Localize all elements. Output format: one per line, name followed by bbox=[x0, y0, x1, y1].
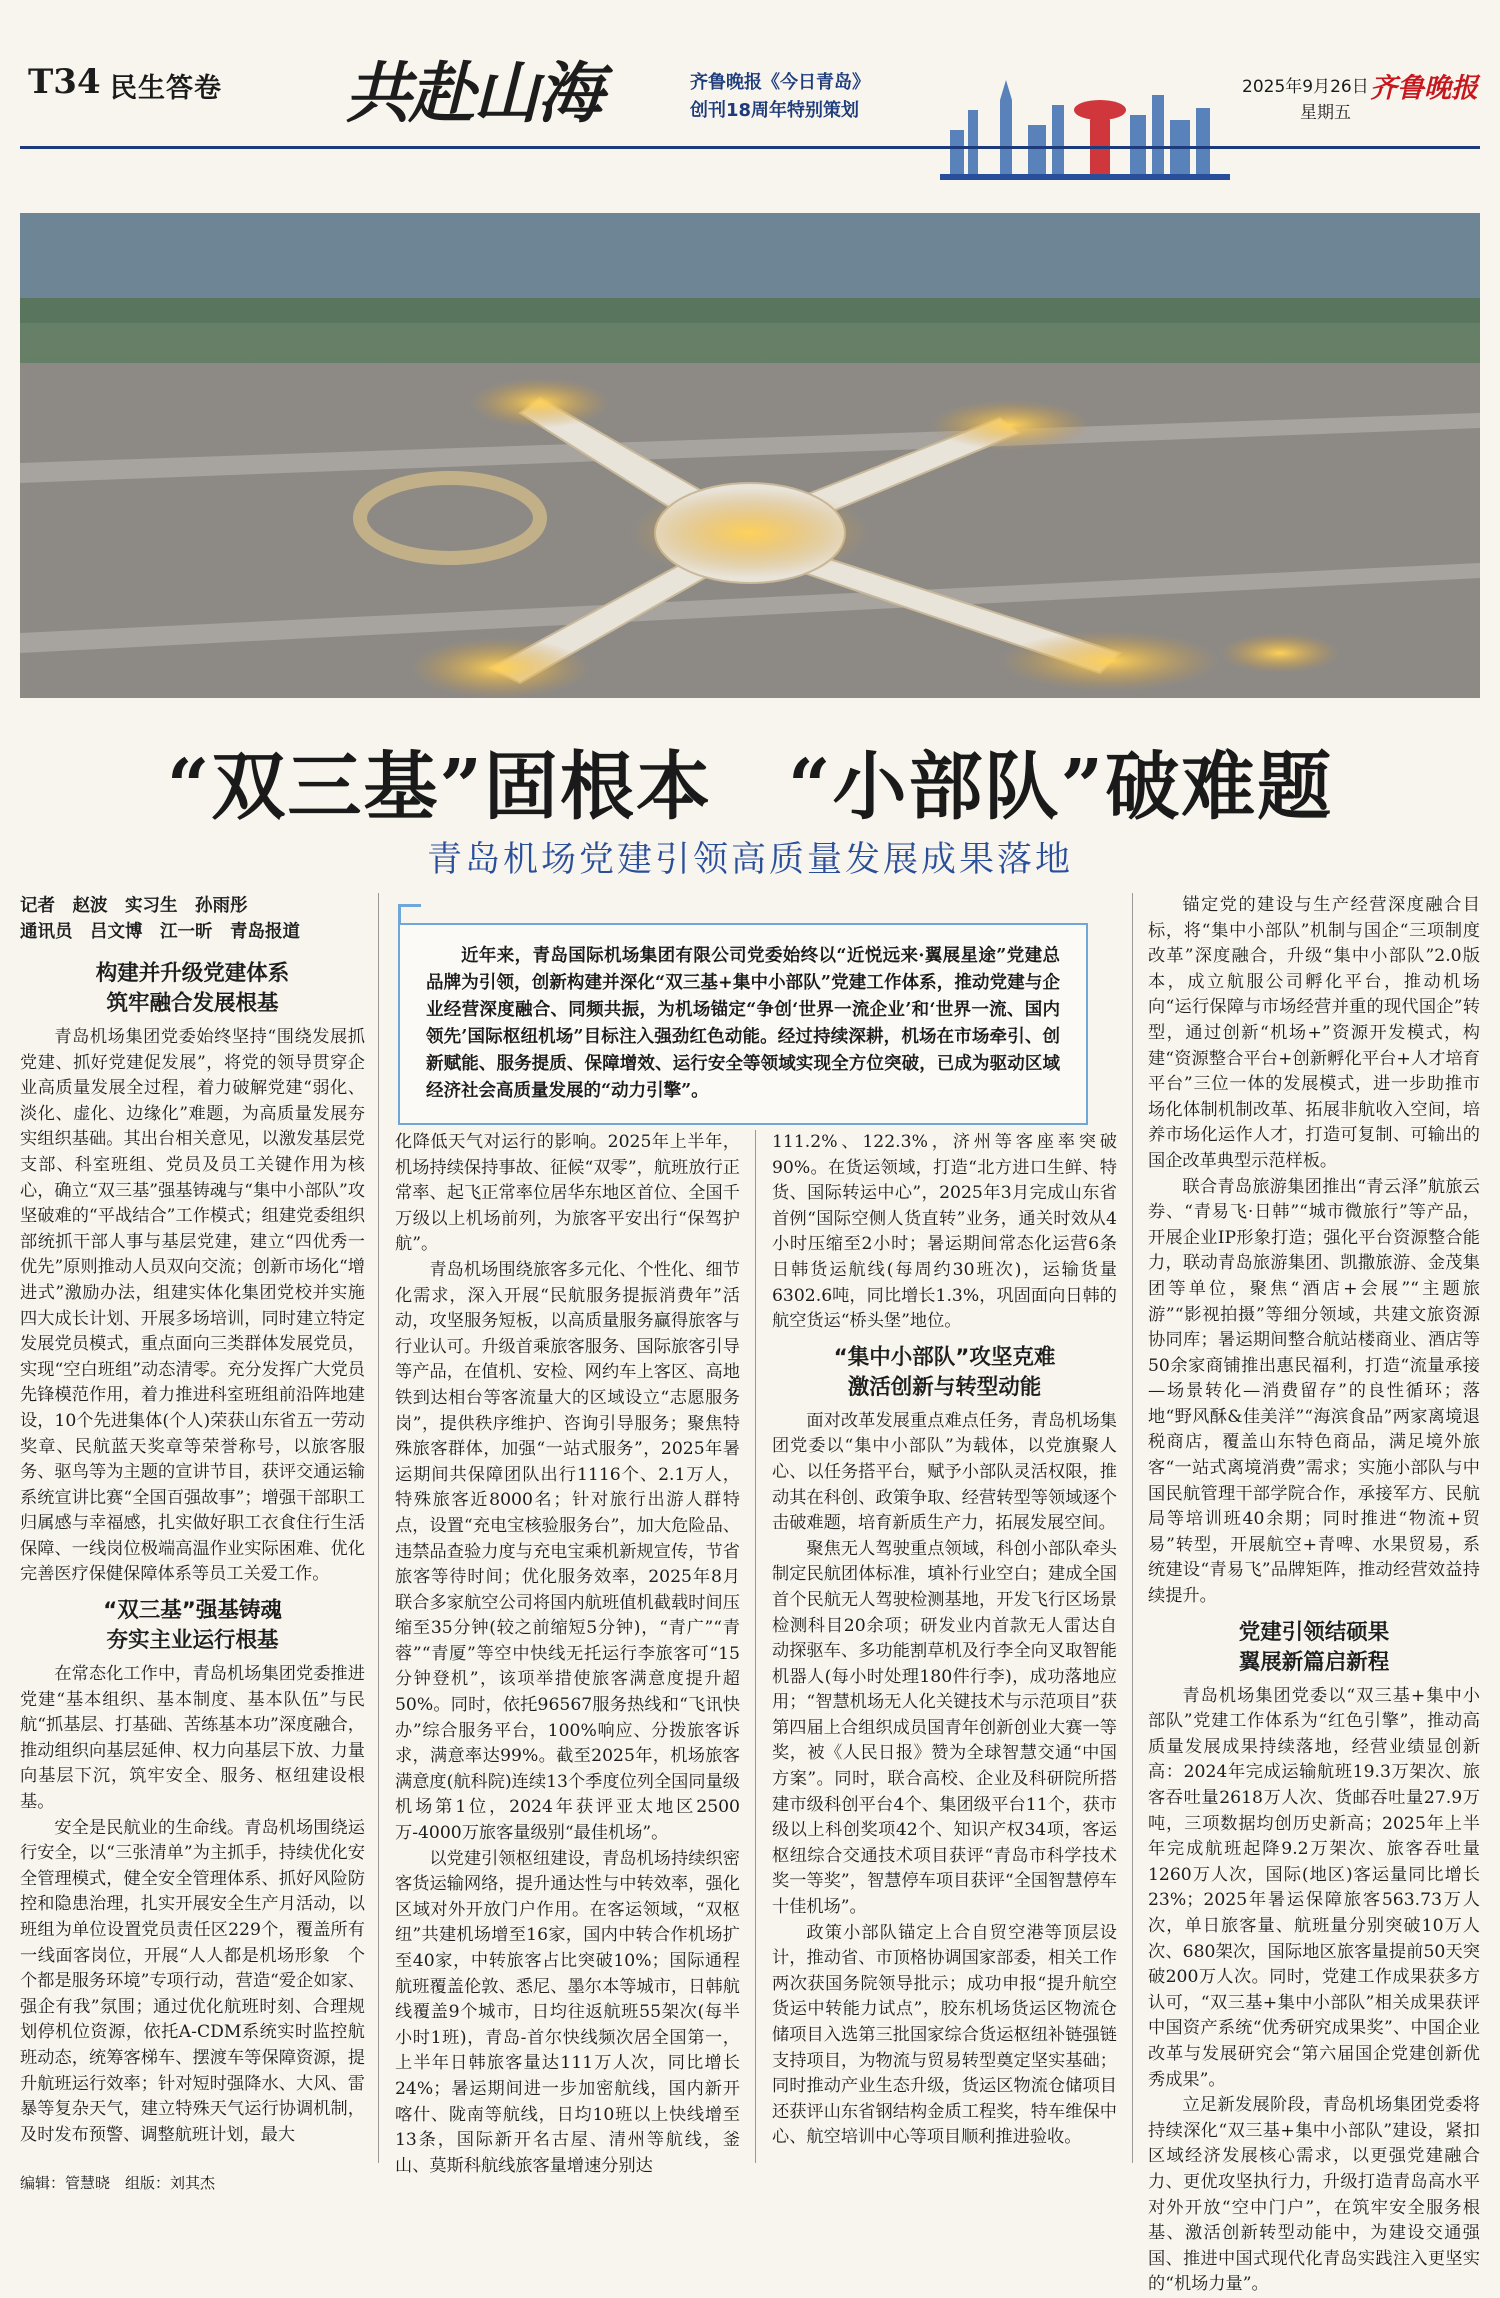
paragraph: 锚定党的建设与生产经营深度融合目标，将“集中小部队”机制与国企“三项制度改革”深度融合，升级“集中小部队”2.0版本，成立航服公司孵化平台，推动机场向“运行保障与市场经营并重的现代国企”转型，通过创新“机场+”资源开发模式，构建“资源整合平台+创新孵化平台+人才培育平台”三位一体的发展模式，进一步助推市场化体制机制改革、拓展非航收入空间，培养市场化运作人才，打造可复制、可输出的国企改革典型示范样板。 bbox=[1148, 895, 1480, 1171]
special-line-2: 创刊18周年特别策划 bbox=[690, 100, 860, 121]
paragraph: 青岛机场集团党委始终坚持“围绕发展抓党建、抓好党建促发展”，将党的领导贯穿企业高质量发展全过程，着力破解党建“弱化、淡化、虚化、边缘化”难题，为高质量发展夯实组织基础。其出台相关意见，以激发基层党支部、科室班组、党员及员工关键作用为核心，确立“双三基”强基铸魂与“集中小部队”攻坚破难的“平战结合”工作模式；组建党委组织部统抓干部人事与基层党建，建立“四优秀一优先”原则推动人员双向交流；创新市场化“增进式”激励办法，组建实体化集团党校并实施四大成长计划、开展多场培训，同时建立特定发展党员模式，重点面向三类群体发展党员，实现“空白班组”动态清零。充分发挥广大党员先锋模范作用，着力推进科室班组前沿阵地建设，10个先进集体(个人)荣获山东省五一劳动奖章、民航蓝天奖章等荣誉称号，以旅客服务、驱鸟等为主题的宣讲节目，获评交通运输系统宣讲比赛“全国百强故事”；增强干部职工归属感与幸福感，扎实做好职工衣食住行生活保障、一线岗位极端高温作业实际困难、优化完善医疗保健保障体系等员工关爱工作。 bbox=[20, 1027, 365, 1585]
paragraph: 安全是民航业的生命线。青岛机场围绕运行安全，以“三张清单”为主抓手，持续优化安全管理模式，健全安全管理体系、抓好风险防控和隐患治理，扎实开展安全生产月活动，以班组为单位设置党员责任区229个，覆盖所有一线面客岗位，开展“人人都是机场形象 个个都是服务环境”专项行动，营造“爱企如家、强企有我”氛围；通过优化航班时刻、合理规划停机位资源，依托A-CDM系统实时监控航班动态，统筹客梯车、摆渡车等保障资源，提升航班运行效率；针对短时强降水、大风、雷暴等复杂天气，建立特殊天气运行协调机制，及时发布预警、调整航班计划，最大 bbox=[20, 1817, 365, 2145]
column-divider bbox=[755, 1130, 756, 2163]
special-line-1: 齐鲁晚报《今日青岛》 bbox=[690, 72, 870, 93]
paragraph: 政策小部队锚定上合自贸空港等顶层设计，推动省、市顶格协调国家部委，相关工作两次获国务院领导批示；成功申报“提升航空货运中转能力试点”，胶东机场货运区物流仓储项目入选第三批国家综合货运枢纽补链强链支持项目，为物流与贸易转型奠定坚实基础；同时推动产业生态升级，货运区物流仓储项目还获评山东省钢结构金质工程奖，特车维保中心、航空培训中心等项目顺利推进验收。 bbox=[772, 1922, 1117, 2148]
column-3 bbox=[772, 1130, 1117, 2151]
paragraph: 以党建引领枢纽建设，青岛机场持续织密客货运输网络，提升通达性与中转效率，强化区域对外开放门户作用。在客运领域，“双枢纽”共建机场增至16家，国内中转合作机场扩至40家，中转旅客占比突破10%；国际通程航班覆盖伦敦、悉尼、墨尔本等城市，日韩航线覆盖9个城市，日均往返航班55架次(每半小时1班)，青岛-首尔快线频次居全国第一，上半年日韩旅客量达111万人次，同比增长24%；暑运期间进一步加密航线，国内新开喀什、陇南等航线，日均10班以上快线增至13条，国际新开名古屋、清州等航线，釜山、莫斯科航线旅客量增速分别达 bbox=[395, 1848, 740, 2176]
issue-weekday: 星期五 bbox=[1300, 103, 1351, 123]
paragraph: 立足新发展阶段，青岛机场集团党委将持续深化“双三基+集中小部队”建设，紧扣区域经济发展核心需求，以更强党建融合力、更优攻坚执行力，升级打造青岛高水平对外开放“空中门户”，在筑牢安全服务根基、激活创新转型动能中，为建设交通强国、推进中国式现代化青岛实践注入更坚实的“机场力量”。 bbox=[1148, 2095, 1480, 2295]
column-2 bbox=[395, 1130, 740, 2179]
brand-title: 共赴山海 bbox=[345, 54, 601, 132]
main-headline: “双三基”固根本 “小部队”破难题 bbox=[166, 744, 1334, 830]
skyline-illustration bbox=[940, 70, 1230, 180]
section-name: 民生答卷 bbox=[110, 73, 222, 104]
paragraph: 青岛机场集团党委以“双三基+集中小部队”党建工作体系为“红色引擎”，推动高质量发展成果持续落地，经营业绩显创新高：2024年完成运输航班19.3万架次、旅客吞吐量2618万人次、货邮吞吐量27.9万吨，三项数据均创历史新高；2025年上半年完成航班起降9.2万架次、旅客吞吐量1260万人次，国际(地区)客运量同比增长23%；2025年暑运保障旅客563.73万人次，单日旅客量、航班量分别突破10万人次、680架次，国际地区旅客量提前50天突破200万人次。同时，党建工作成果获多方认可，“双三基+集中小部队”相关成果获评中国资产系统“优秀研究成果奖”、中国企业改革与发展研究会“第六届国企党建创新优秀成果”。 bbox=[1148, 1685, 1480, 2090]
paragraph: 面对改革发展重点难点任务，青岛机场集团党委以“集中小部队”为载体，以党旗聚人心、以任务搭平台，赋予小部队灵活权限，推动其在科创、政策争取、经营转型等领域逐个击破难题，培育新质生产力，拓展发展空间。 bbox=[772, 1410, 1117, 1534]
sub-headline: 青岛机场党建引领高质量发展成果落地 bbox=[426, 840, 1073, 880]
airport-aerial-photo bbox=[20, 213, 1480, 698]
paragraph: 在常态化工作中，青岛机场集团党委推进党建“基本组织、基本制度、基本队伍”与民航“抓基层、打基础、苦练基本功”深度融合，推动组织向基层延伸、权力向基层下放、力量向基层下沉，筑牢安全、服务、枢纽建设根基。 bbox=[20, 1664, 365, 1813]
section-title-1: 构建并升级党建体系 筑牢融合发展根基 bbox=[95, 961, 290, 1016]
issue-date: 2025年9月26日 bbox=[1242, 77, 1369, 97]
byline-reporters: 记者 赵波 实习生 孙雨彤 bbox=[20, 896, 248, 916]
page-number: T34 bbox=[28, 62, 101, 102]
section-title-4: 党建引领结硕果 翼展新篇启新程 bbox=[1238, 1619, 1390, 1675]
column-divider bbox=[378, 893, 379, 2163]
newspaper-logo: 齐鲁晚报 bbox=[1370, 73, 1478, 104]
column-1 bbox=[20, 893, 365, 2148]
paragraph: 聚焦无人驾驶重点领域，科创小部队牵头制定民航团体标准，填补行业空白；建成全国首个民航无人驾驶检测基地，开发飞行区场景检测科目20余项；研发业内首款无人雷达自动探驱车、多功能割草机及行李全向叉取智能机器人(每小时处理180件行李)，成功落地应用；“智慧机场无人化关键技术与示范项目”获第四届上合组织成员国青年创新创业大赛一等奖，被《人民日报》赞为全球智慧交通“中国方案”。同时，联合高校、企业及科研院所搭建市级科创平台4个、集团级平台11个，获市级以上科创奖项42个、知识产权34项，客运枢纽综合交通技术项目获评“青岛市科学技术奖一等奖”，智慧停车项目获评“全国智慧停车十佳机场”。 bbox=[772, 1538, 1117, 1918]
paragraph: 青岛机场围绕旅客多元化、个性化、细节化需求，深入开展“民航服务提振消费年”活动，攻坚服务短板，以高质量服务赢得旅客与行业认可。升级首乘旅客服务、国际旅客引导等产品，在值机、安检、网约车上客区、高地铁到达相台等客流量大的区域设立“志愿服务岗”，提供秩序维护、咨询引导服务；聚焦特殊旅客群体，加强“一站式服务”，2025年暑运期间共保障团队出行1116个、2.1万人，特殊旅客近8000名；针对旅行出游人群特点，设置“充电宝核验服务台”，加大危险品、违禁品查验力度与充电宝乘机新规宣传，节省旅客等待时间；优化服务效率，2025年8月联合多家航空公司将国内航班值机截载时间压缩至35分钟(较之前缩短5分钟)，“青广”“青蓉”“青厦”等空中快线无托运行李旅客可“15分钟登机”，该项举措使旅客满意度提升超50%。同时，依托96567服务热线和“飞讯快办”综合服务平台，100%响应、分拨旅客诉求，满意率达99%。截至2025年，机场旅客满意度(航科院)连续13个季度位列全国同量级机场第1位，2024年获评亚太地区2500万-4000万旅客量级别“最佳机场”。 bbox=[395, 1259, 740, 1844]
section-title-3: “集中小部队”攻坚克难 激活创新与转型动能 bbox=[833, 1344, 1056, 1400]
paragraph: 化降低天气对运行的影响。2025年上半年，机场持续保持事故、征候“双零”，航班放行正常率、起飞正常率位居华东地区首位、全国千万级以上机场前列，为旅客平安出行“保驾护航”。 bbox=[395, 1132, 740, 1255]
paragraph: 联合青岛旅游集团推出“青云泽”航旅云券、“青易飞·日韩”“城市微旅行”等产品，开展企业IP形象打造；强化平台资源整合能力，联动青岛旅游集团、凯撒旅游、金茂集团等单位，聚焦“酒店+会展”“主题旅游”“影视拍摄”等细分领域，共建文旅资源协同库；暑运期间整合航站楼商业、酒店等50余家商铺推出惠民福利，打造“流量承接—场景转化—消费留存”的良性循环；落地“野风酥&佳美洋”“海滨食品”两家离境退税商店，覆盖山东特色商品，满足境外旅客“一站式离境消费”需求；实施小部队与中国民航管理干部学院合作，承接军方、民航局等培训班40余期；同时推进“物流+贸易”转型，开展航空+青啤、水果贸易，系统建设“青易飞”品牌矩阵，推动经营效益持续提升。 bbox=[1148, 1176, 1480, 1607]
column-divider bbox=[1132, 893, 1133, 2163]
editor-credits: 编辑：管慧晓 组版：刘其杰 bbox=[20, 2174, 216, 2192]
lead-paragraph: 近年来，青岛国际机场集团有限公司党委始终以“近悦远来·翼展星途”党建总品牌为引领，创新构建并深化“双三基+集中小部队”党建工作体系，推动党建与企业经营深度融合、同频共振，为机场锚定“争创‘世界一流企业’和‘世界一流、国内领先’国际枢纽机场”目标注入强劲红色动能。经过持续深耕，机场在市场牵引、创新赋能、服务提质、保障增效、运行安全等领域实现全方位突破，已成为驱动区域经济社会高质量发展的“动力引擎”。 bbox=[398, 923, 1088, 1125]
section-title-2: “双三基”强基铸魂 夯实主业运行根基 bbox=[103, 1598, 282, 1654]
column-4 bbox=[1148, 893, 1480, 2298]
byline-correspondents: 通讯员 吕文博 江一昕 青岛报道 bbox=[20, 922, 300, 942]
masthead-rule bbox=[20, 146, 1480, 149]
paragraph: 111.2%、122.3%，济州等客座率突破90%。在货运领域，打造“北方进口生鲜、特货、国际转运中心”，2025年3月完成山东省首例“国际空侧人货直转”业务，通关时效从4小时压缩至2小时；暑运期间常态化运营6条日韩货运航线(每周约30班次)，运输货量6302.6吨，同比增长1.3%，巩固面向日韩的航空货运“桥头堡”地位。 bbox=[772, 1132, 1117, 1332]
